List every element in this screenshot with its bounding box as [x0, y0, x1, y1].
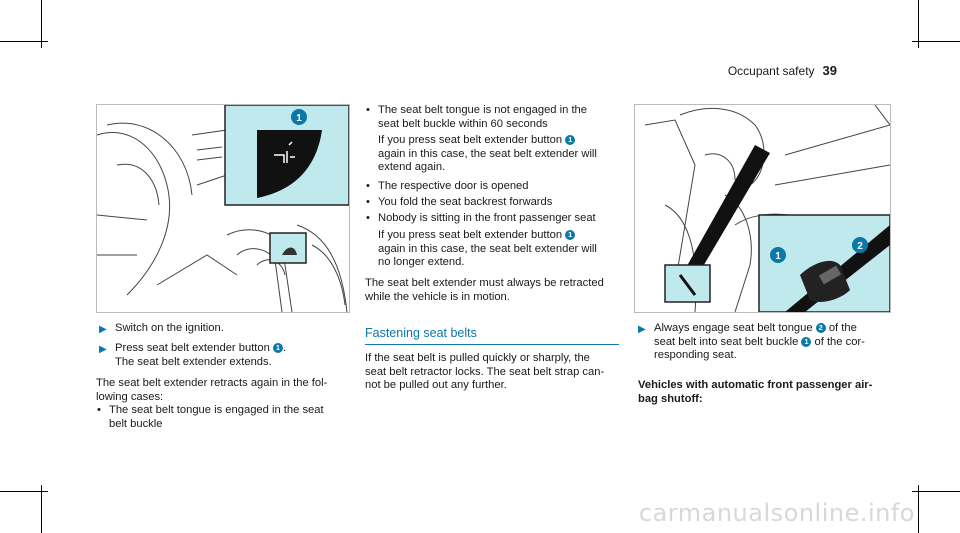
bullet-dot: •	[366, 196, 370, 208]
list-item-text: The seat belt tongue is not engaged in the	[378, 104, 587, 116]
list-item-text: The seat belt tongue is engaged in the seat	[109, 404, 324, 416]
paragraph-line: not be pulled out any further.	[365, 379, 507, 391]
step-text-end: .	[282, 342, 287, 354]
bullet-dot: •	[366, 104, 370, 116]
sub-text: again in this case, the seat belt extender will	[378, 147, 597, 160]
step-engage-tongue	[654, 322, 865, 363]
step-text: seat belt into seat belt buckle	[654, 335, 802, 348]
list-item-text: seat belt buckle within 60 seconds	[378, 117, 548, 130]
paragraph-line: The seat belt extender must always be retracted	[365, 277, 604, 289]
crop-mark	[918, 485, 919, 533]
sub-text: again in this case, the seat belt extender will	[378, 242, 597, 255]
figure-fastening-seat-belt	[634, 104, 891, 313]
callout-2: 2	[857, 241, 863, 252]
callout-1: 1	[775, 251, 781, 262]
list-item	[365, 180, 529, 194]
figure-illustration	[97, 105, 349, 312]
page-header	[728, 63, 837, 78]
list-item-text: The respective door is opened	[378, 180, 529, 192]
crop-mark	[912, 491, 960, 492]
subheading-airbag-shutoff	[638, 379, 872, 406]
figure-seat-belt-extender-button	[96, 104, 350, 313]
step-text: Press seat belt extender button	[115, 342, 273, 354]
section-heading: Fastening seat belts	[365, 326, 477, 340]
crop-mark	[0, 41, 48, 42]
paragraph-line: The seat belt extender retracts again in the fol-	[96, 377, 328, 389]
sub-text: extend again.	[378, 161, 446, 173]
step-text: Always engage seat belt tongue	[654, 322, 816, 334]
subheading-line: bag shutoff:	[638, 392, 703, 405]
section-paragraph	[365, 352, 604, 393]
sub-text: If you press seat belt extender button	[378, 134, 566, 146]
page-number: 39	[822, 63, 837, 78]
callout-ref-1: 1	[565, 135, 575, 145]
step-switch-ignition: Switch on the ignition.	[115, 322, 224, 334]
list-item-text: Nobody is sitting in the front passenger seat	[378, 212, 596, 224]
list-item-text: You fold the seat backrest forwards	[378, 196, 553, 208]
paragraph-retracts	[96, 377, 327, 404]
subheading-line: Vehicles with automatic front passenger air-	[638, 379, 873, 391]
bullet-dot: •	[366, 180, 370, 192]
figure-illustration-2	[635, 105, 890, 312]
step-press-button	[115, 342, 286, 369]
step-text: responding seat.	[654, 349, 737, 361]
step-arrow-icon: ▶	[638, 324, 646, 335]
step-result: The seat belt extender extends.	[115, 355, 272, 368]
bullet-dot: •	[97, 404, 101, 416]
list-item	[365, 212, 596, 226]
paragraph-line: If the seat belt is pulled quickly or sharply, the	[365, 352, 590, 364]
callout-ref-1: 1	[801, 337, 811, 347]
step-arrow-icon: ▶	[99, 324, 107, 335]
list-item	[96, 404, 324, 431]
list-item	[365, 104, 587, 131]
paragraph-line: lowing cases:	[96, 390, 164, 403]
step-text: of the	[825, 322, 857, 334]
sub-text: If you press seat belt extender button	[378, 229, 566, 241]
callout-ref-1: 1	[565, 230, 575, 240]
step-arrow-icon: ▶	[99, 344, 107, 355]
callout-ref-2: 2	[816, 323, 826, 333]
list-item-text: belt buckle	[109, 417, 163, 430]
crop-mark	[912, 41, 960, 42]
section-title: Occupant safety	[727, 64, 815, 78]
paragraph-line: seat belt retractor locks. The seat belt strap can-	[365, 365, 605, 378]
sub-paragraph	[378, 229, 597, 270]
crop-mark	[41, 485, 42, 533]
sub-text: no longer extend.	[378, 256, 465, 268]
paragraph-must-retract	[365, 277, 604, 304]
paragraph-line: while the vehicle is in motion.	[365, 290, 510, 303]
bullet-dot: •	[366, 212, 370, 224]
callout-1: 1	[296, 113, 302, 124]
callout-ref-1: 1	[273, 343, 283, 353]
crop-mark	[0, 491, 48, 492]
sub-paragraph	[378, 134, 597, 175]
list-item	[365, 196, 552, 210]
section-rule	[365, 344, 619, 345]
watermark: carmanualsonline.info	[638, 499, 915, 527]
step-text: of the cor-	[811, 335, 865, 348]
